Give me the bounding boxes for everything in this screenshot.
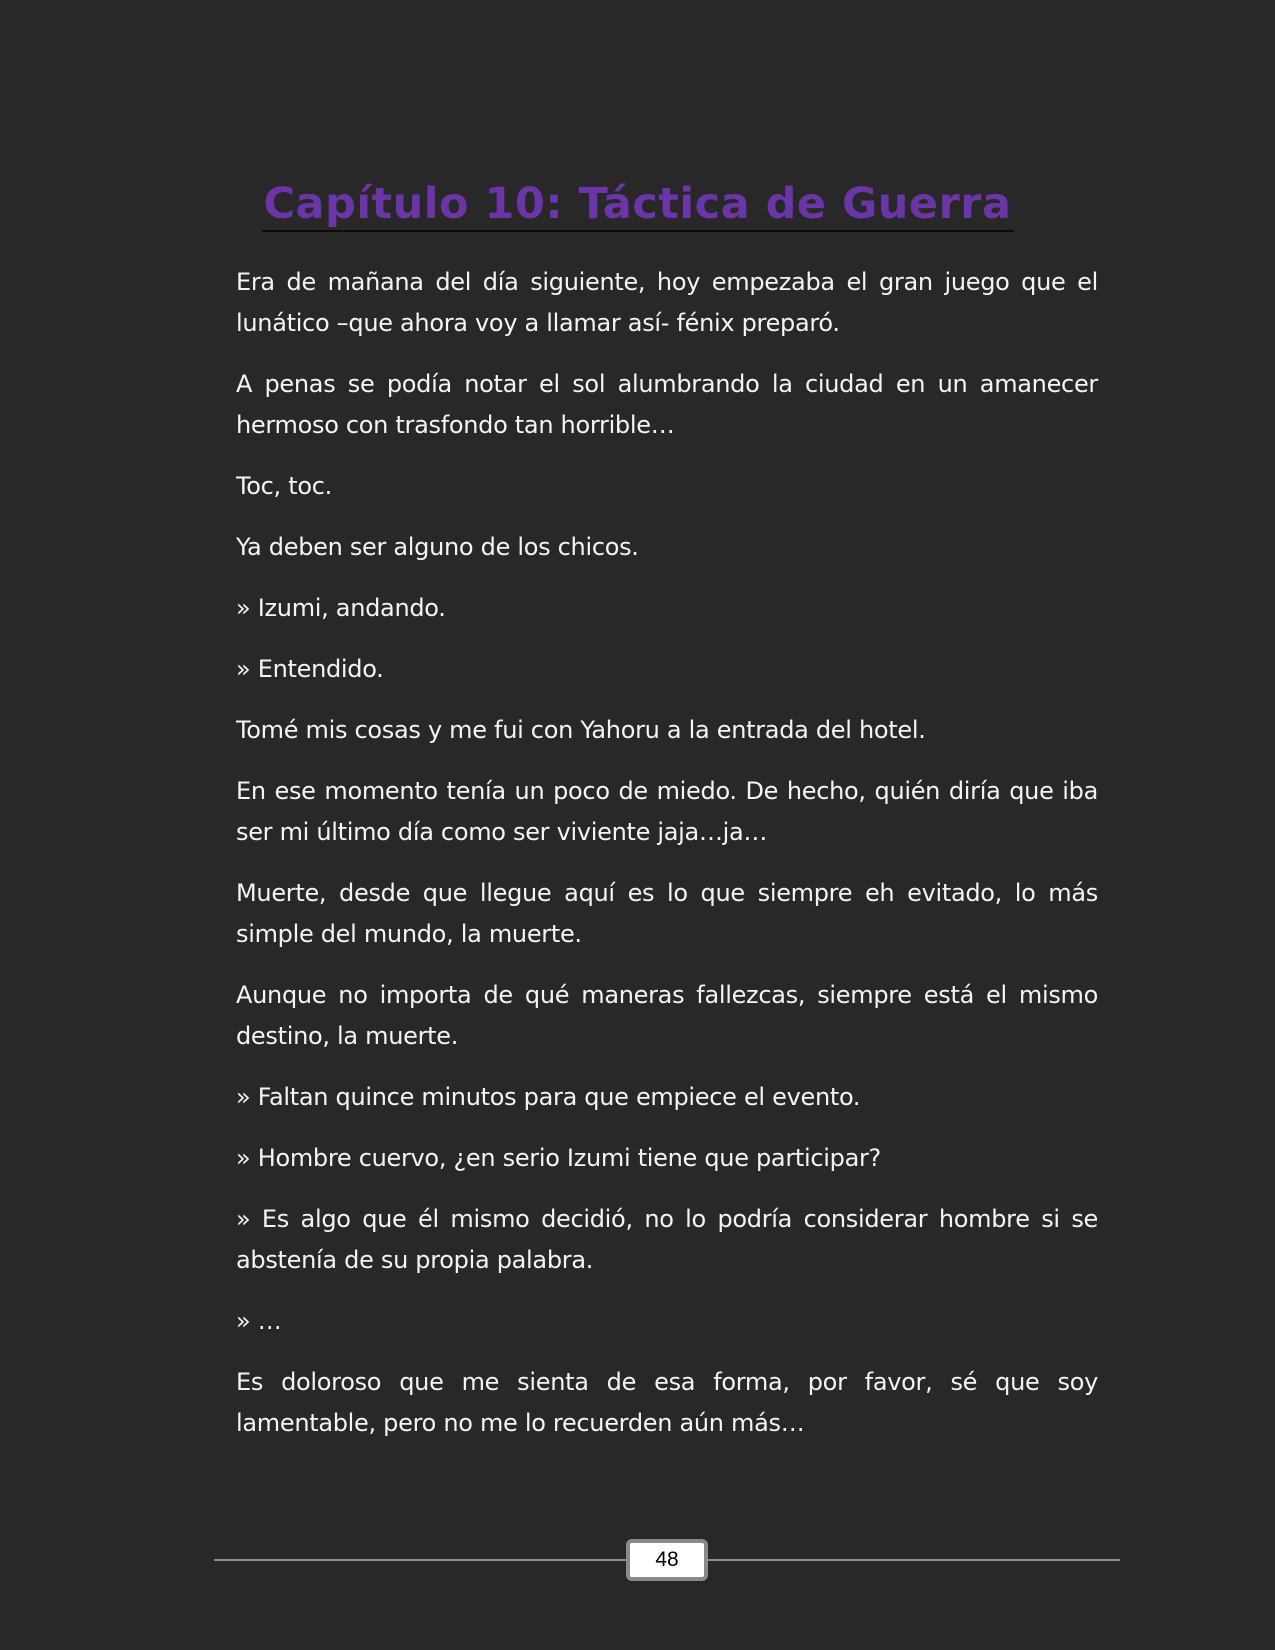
dialogue-line: » Entendido. (236, 655, 384, 683)
paragraph: Toc, toc. (236, 472, 332, 500)
paragraph: Ya deben ser alguno de los chicos. (236, 533, 639, 561)
paragraph: Es doloroso que me sienta de esa forma, por favor, sé que soy lamentable, pero no me lo recuerden aún más… (236, 1368, 1098, 1437)
dialogue-line: » Es algo que él mismo decidió, no lo podría considerar hombre si se abstenía de su propia palabra. (236, 1205, 1098, 1274)
paragraph: Muerte, desde que llegue aquí es lo que siempre eh evitado, lo más simple del mundo, la muerte. (236, 879, 1098, 948)
dialogue-line: » Izumi, andando. (236, 594, 446, 622)
dialogue-line: » Hombre cuervo, ¿en serio Izumi tiene que participar? (236, 1144, 881, 1172)
paragraph: A penas se podía notar el sol alumbrando la ciudad en un amanecer hermoso con trasfondo tan horrible… (236, 370, 1098, 439)
page-number: 48 (626, 1539, 708, 1581)
paragraph: Tomé mis cosas y me fui con Yahoru a la entrada del hotel. (236, 716, 926, 744)
paragraph: En ese momento tenía un poco de miedo. De hecho, quién diría que iba ser mi último día como ser viviente jaja…ja… (236, 777, 1098, 846)
paragraph: Era de mañana del día siguiente, hoy empezaba el gran juego que el lunático –que ahora voy a llamar así- fénix preparó. (236, 268, 1098, 337)
dialogue-line: » … (236, 1307, 282, 1335)
chapter-title: Capítulo 10: Táctica de Guerra (262, 178, 1014, 232)
paragraph: Aunque no importa de qué maneras fallezcas, siempre está el mismo destino, la muerte. (236, 981, 1098, 1050)
chapter-body (236, 262, 1098, 1464)
page-footer (214, 1539, 1120, 1581)
chapter-heading (0, 178, 1275, 232)
dialogue-line: » Faltan quince minutos para que empiece el evento. (236, 1083, 861, 1111)
